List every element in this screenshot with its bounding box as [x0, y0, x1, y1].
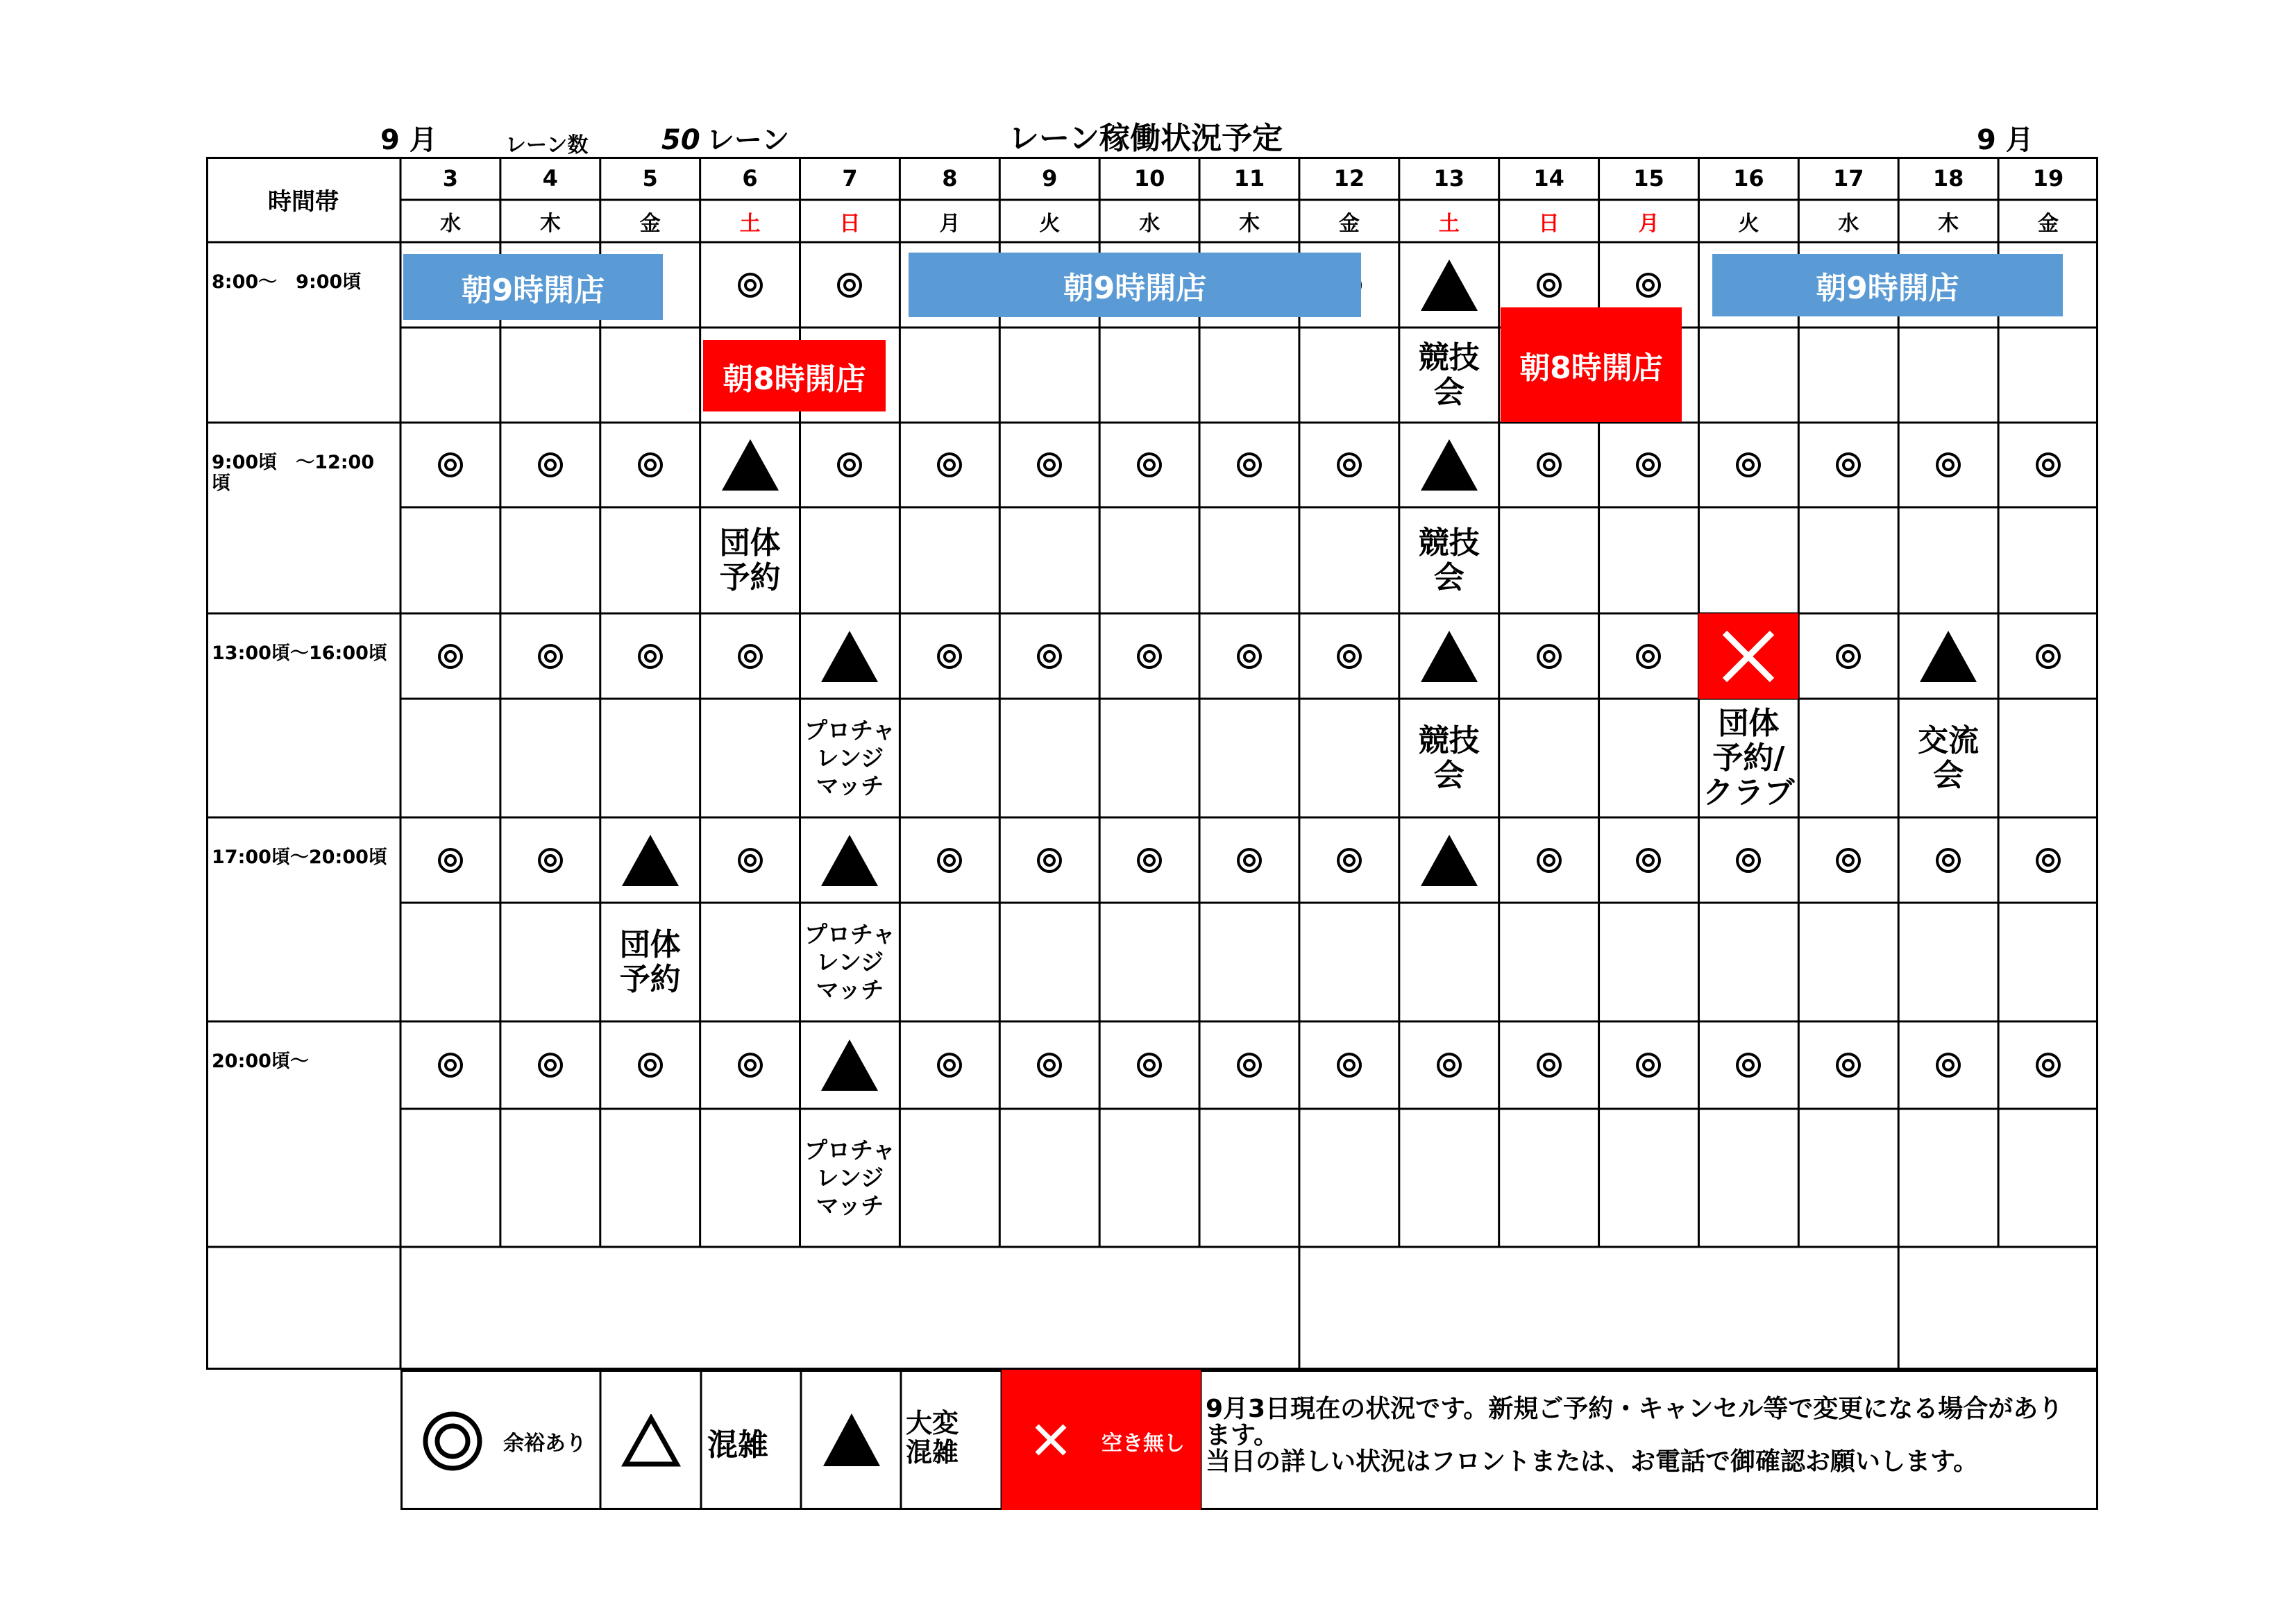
double-circle-icon [936, 847, 963, 874]
filled-triangle-icon [821, 631, 878, 682]
status-cell [999, 613, 1099, 699]
status-cell [600, 423, 700, 507]
day-number: 17 [1832, 165, 1864, 192]
status-cell [500, 423, 600, 507]
cross-icon [1033, 1422, 1068, 1457]
status-cell [999, 1021, 1099, 1109]
status-cell [800, 1021, 900, 1109]
day-of-week: 火 [1039, 211, 1061, 236]
status-cell [1599, 423, 1699, 507]
day-of-week: 金 [1338, 211, 1360, 236]
status-cell [1898, 817, 1998, 903]
day-number: 10 [1133, 165, 1165, 192]
status-cell [1299, 817, 1399, 903]
double-circle-icon [1834, 643, 1862, 670]
status-cell [1499, 613, 1599, 699]
month-left: 9 月 [380, 124, 437, 156]
status-cell [1299, 423, 1399, 507]
status-cell [700, 613, 800, 699]
day-of-week: 木 [1938, 211, 1959, 236]
day-number: 3 [442, 165, 459, 192]
event-note [800, 699, 900, 817]
status-cell [1099, 1021, 1199, 1109]
status-cell [400, 423, 500, 507]
status-cell [800, 817, 900, 903]
day-number: 12 [1333, 165, 1365, 192]
double-circle-icon [1635, 451, 1662, 479]
event-note [600, 903, 700, 1021]
double-circle-icon [636, 451, 664, 479]
status-cell [1199, 817, 1299, 903]
banner-open-9am-1: 朝9時開店 [403, 254, 663, 320]
double-circle-icon [1136, 847, 1163, 874]
double-circle-icon [736, 271, 764, 299]
double-circle-icon [437, 451, 464, 479]
day-of-week: 水 [1139, 211, 1160, 236]
lanes-label: レーン数 [505, 133, 589, 158]
banner-open-9am-2: 朝9時開店 [909, 253, 1361, 317]
double-circle-icon [1535, 1051, 1563, 1079]
double-circle-icon [1036, 847, 1063, 874]
event-note-text: 競技 会 [1418, 722, 1480, 793]
status-cell [999, 817, 1099, 903]
status-cell [1898, 423, 1998, 507]
event-note [1399, 328, 1499, 423]
day-of-week: 日 [839, 211, 861, 236]
legend-plenty-label: 余裕あり [503, 1431, 586, 1456]
status-cell [1499, 1021, 1599, 1109]
day-of-week: 月 [939, 211, 961, 236]
banner-open-8am-2: 朝8時開店 [1501, 307, 1682, 422]
filled-triangle-icon [1421, 835, 1478, 886]
event-note-text: 競技 会 [1418, 525, 1480, 595]
double-circle-icon [1834, 847, 1862, 874]
status-cell [900, 817, 999, 903]
event-note [1399, 699, 1499, 817]
status-cell [500, 1021, 600, 1109]
day-number: 6 [742, 165, 758, 192]
double-circle-icon [1036, 643, 1063, 670]
status-cell [600, 613, 700, 699]
double-circle-icon [2034, 1051, 2062, 1079]
day-of-week: 木 [539, 211, 561, 236]
double-circle-icon [736, 1051, 764, 1079]
day-number: 7 [842, 165, 858, 192]
filled-triangle-icon [823, 1413, 880, 1466]
double-circle-icon [437, 643, 464, 670]
double-circle-icon [1635, 271, 1662, 299]
double-circle-icon [1535, 847, 1563, 874]
day-number: 13 [1433, 165, 1464, 192]
double-circle-icon [1136, 643, 1163, 670]
double-circle-icon [1335, 847, 1363, 874]
day-number: 19 [2032, 165, 2064, 192]
double-circle-icon [1036, 1051, 1063, 1079]
double-circle-icon [1235, 847, 1263, 874]
event-note-text: プロチャ レンジ マッチ [804, 920, 895, 1003]
event-note-text: 交流 会 [1918, 722, 1980, 793]
day-of-week: 水 [439, 211, 461, 236]
double-circle-icon [1635, 1051, 1662, 1079]
status-cell [600, 1021, 700, 1109]
banner-open-9am-3: 朝9時開店 [1712, 254, 2063, 316]
lanes-value: 50 [661, 124, 700, 156]
schedule-grid [206, 157, 2098, 1370]
double-circle-icon [1934, 847, 1962, 874]
double-circle-icon [1834, 451, 1862, 479]
filled-triangle-icon [821, 1039, 878, 1091]
status-cell [1299, 1021, 1399, 1109]
status-cell [1099, 613, 1199, 699]
time-slot-label: 17:00頃～20:00頃 [212, 847, 387, 868]
filled-triangle-icon [1421, 439, 1478, 491]
day-number: 4 [542, 165, 558, 192]
event-note [1898, 699, 1998, 817]
status-cell [999, 423, 1099, 507]
double-circle-icon [1934, 1051, 1962, 1079]
double-circle-icon [936, 643, 963, 670]
double-circle-icon [1235, 1051, 1263, 1079]
day-number: 9 [1042, 165, 1058, 192]
double-circle-icon [2034, 847, 2062, 874]
day-number: 15 [1633, 165, 1664, 192]
status-cell [1399, 1021, 1499, 1109]
status-cell [1998, 817, 2098, 903]
status-cell [400, 613, 500, 699]
status-cell [1898, 613, 1998, 699]
double-circle-icon [437, 847, 464, 874]
legend-notice [1206, 1396, 2063, 1475]
day-number: 11 [1233, 165, 1265, 192]
filled-triangle-icon [622, 835, 679, 886]
double-circle-icon [736, 643, 764, 670]
double-circle-icon [1635, 643, 1662, 670]
double-circle-icon [1834, 1051, 1862, 1079]
double-circle-icon [2034, 451, 2062, 479]
status-cell [1399, 613, 1499, 699]
status-cell [1698, 1021, 1798, 1109]
month-right: 9 月 [1977, 124, 2034, 156]
status-cell [1599, 817, 1699, 903]
status-cell [1599, 1021, 1699, 1109]
double-circle-icon [537, 1051, 564, 1079]
time-slot-label: 9:00頃 ～12:00 頃 [212, 452, 375, 494]
status-cell [1998, 1021, 2098, 1109]
day-of-week: 火 [1738, 211, 1759, 236]
event-note-text: 団体 予約 [719, 525, 781, 595]
day-of-week: 金 [2038, 211, 2059, 236]
double-circle-icon [736, 847, 764, 874]
time-slot-label: 8:00～ 9:00頃 [212, 271, 362, 293]
day-number: 14 [1533, 165, 1564, 192]
open-triangle-icon [621, 1414, 681, 1468]
time-slot-label: 20:00頃～ [212, 1051, 309, 1072]
double-circle-icon [936, 451, 963, 479]
double-circle-icon [1535, 643, 1563, 670]
status-cell [1698, 423, 1798, 507]
day-number: 5 [642, 165, 658, 192]
double-circle-icon [1734, 847, 1762, 874]
double-circle-icon [1136, 1051, 1163, 1079]
status-cell [800, 423, 900, 507]
event-note-text: 競技 会 [1418, 339, 1480, 410]
event-note-text: 団体 予約 [619, 926, 681, 997]
double-circle-icon [1136, 451, 1163, 479]
status-cell [1798, 613, 1898, 699]
double-circle-icon [1335, 1051, 1363, 1079]
status-cell [500, 817, 600, 903]
double-circle-icon [1734, 451, 1762, 479]
double-circle-icon [1535, 271, 1563, 299]
cross-icon [1721, 629, 1776, 684]
page-title: レーン稼働状況予定 [1008, 121, 1283, 156]
status-cell [1199, 613, 1299, 699]
double-circle-icon [2034, 643, 2062, 670]
day-number: 18 [1932, 165, 1964, 192]
status-cell [1599, 613, 1699, 699]
double-circle-icon [1235, 451, 1263, 479]
status-cell [700, 423, 800, 507]
notice-line-1: 9月3日現在の状況です。新規ご予約・キャンセル等で変更になる場合があり [1206, 1395, 2063, 1423]
double-circle-icon [936, 1051, 963, 1079]
double-circle-icon [1435, 1051, 1463, 1079]
status-cell [1698, 817, 1798, 903]
status-cell [1499, 817, 1599, 903]
status-cell [1898, 1021, 1998, 1109]
double-circle-icon [437, 1051, 464, 1079]
status-cell [700, 817, 800, 903]
day-of-week: 日 [1538, 211, 1560, 236]
day-of-week: 木 [1238, 211, 1260, 236]
notice-line-2: ます。 [1206, 1421, 1279, 1450]
filled-triangle-icon [722, 439, 779, 491]
event-note [800, 903, 900, 1021]
day-of-week: 月 [1638, 211, 1660, 236]
legend-full-label: 空き無し [1101, 1431, 1185, 1456]
double-circle-icon [636, 643, 664, 670]
day-of-week: 土 [1438, 211, 1460, 236]
status-cell [1998, 613, 2098, 699]
status-cell [1798, 423, 1898, 507]
event-note [800, 1109, 900, 1247]
event-note [700, 507, 800, 613]
legend [400, 1370, 2098, 1510]
notice-line-3: 当日の詳しい状況はフロントまたは、お電話で御確認お願いします。 [1206, 1447, 1979, 1476]
double-circle-icon [836, 451, 863, 479]
double-circle-icon [537, 847, 564, 874]
double-circle-icon [1335, 451, 1363, 479]
status-cell [1199, 423, 1299, 507]
double-circle-icon [1335, 643, 1363, 670]
status-cell [1399, 242, 1499, 328]
event-note-text: プロチャ レンジ マッチ [804, 716, 895, 799]
double-circle-icon [1036, 451, 1063, 479]
grid-lines [206, 157, 2098, 1370]
status-cell [700, 1021, 800, 1109]
status-cell [800, 613, 900, 699]
status-cell [900, 423, 999, 507]
double-circle-icon [421, 1410, 484, 1472]
legend-busy-label: 混雑 [707, 1427, 768, 1463]
double-circle-icon [1635, 847, 1662, 874]
status-cell [1399, 817, 1499, 903]
status-cell [900, 1021, 999, 1109]
double-circle-icon [537, 643, 564, 670]
day-number: 16 [1733, 165, 1764, 192]
day-of-week: 土 [739, 211, 761, 236]
time-header: 時間帯 [268, 188, 339, 216]
event-note [1698, 699, 1798, 817]
legend-very-busy-label: 大変 混雑 [906, 1408, 959, 1468]
status-cell [1099, 817, 1199, 903]
event-note-text: 団体 予約/ クラブ [1703, 705, 1795, 810]
status-cell [400, 1021, 500, 1109]
time-slot-label: 13:00頃～16:00頃 [212, 643, 387, 664]
status-cell [1099, 423, 1199, 507]
day-of-week: 水 [1838, 211, 1859, 236]
day-number: 8 [942, 165, 958, 192]
lanes-unit: レーン [707, 124, 790, 156]
status-cell [500, 613, 600, 699]
status-cell [1299, 613, 1399, 699]
status-cell [600, 817, 700, 903]
status-cell [1798, 817, 1898, 903]
status-cell [400, 817, 500, 903]
double-circle-icon [537, 451, 564, 479]
event-note [1399, 507, 1499, 613]
status-cell [1499, 423, 1599, 507]
double-circle-icon [1734, 1051, 1762, 1079]
status-cell [1399, 423, 1499, 507]
filled-triangle-icon [1421, 260, 1478, 311]
filled-triangle-icon [1920, 631, 1977, 682]
double-circle-icon [1235, 643, 1263, 670]
banner-open-8am-1: 朝8時開店 [703, 340, 886, 411]
double-circle-icon [1934, 451, 1962, 479]
status-cell [1199, 1021, 1299, 1109]
status-cell [1798, 1021, 1898, 1109]
status-cell [1698, 613, 1798, 699]
status-cell [900, 613, 999, 699]
double-circle-icon [1535, 451, 1563, 479]
filled-triangle-icon [821, 835, 878, 886]
status-cell [800, 242, 900, 328]
double-circle-icon [636, 1051, 664, 1079]
day-of-week: 金 [639, 211, 661, 236]
double-circle-icon [836, 271, 863, 299]
filled-triangle-icon [1421, 631, 1478, 682]
event-note-text: プロチャ レンジ マッチ [804, 1136, 895, 1219]
status-cell [1998, 423, 2098, 507]
status-cell [700, 242, 800, 328]
